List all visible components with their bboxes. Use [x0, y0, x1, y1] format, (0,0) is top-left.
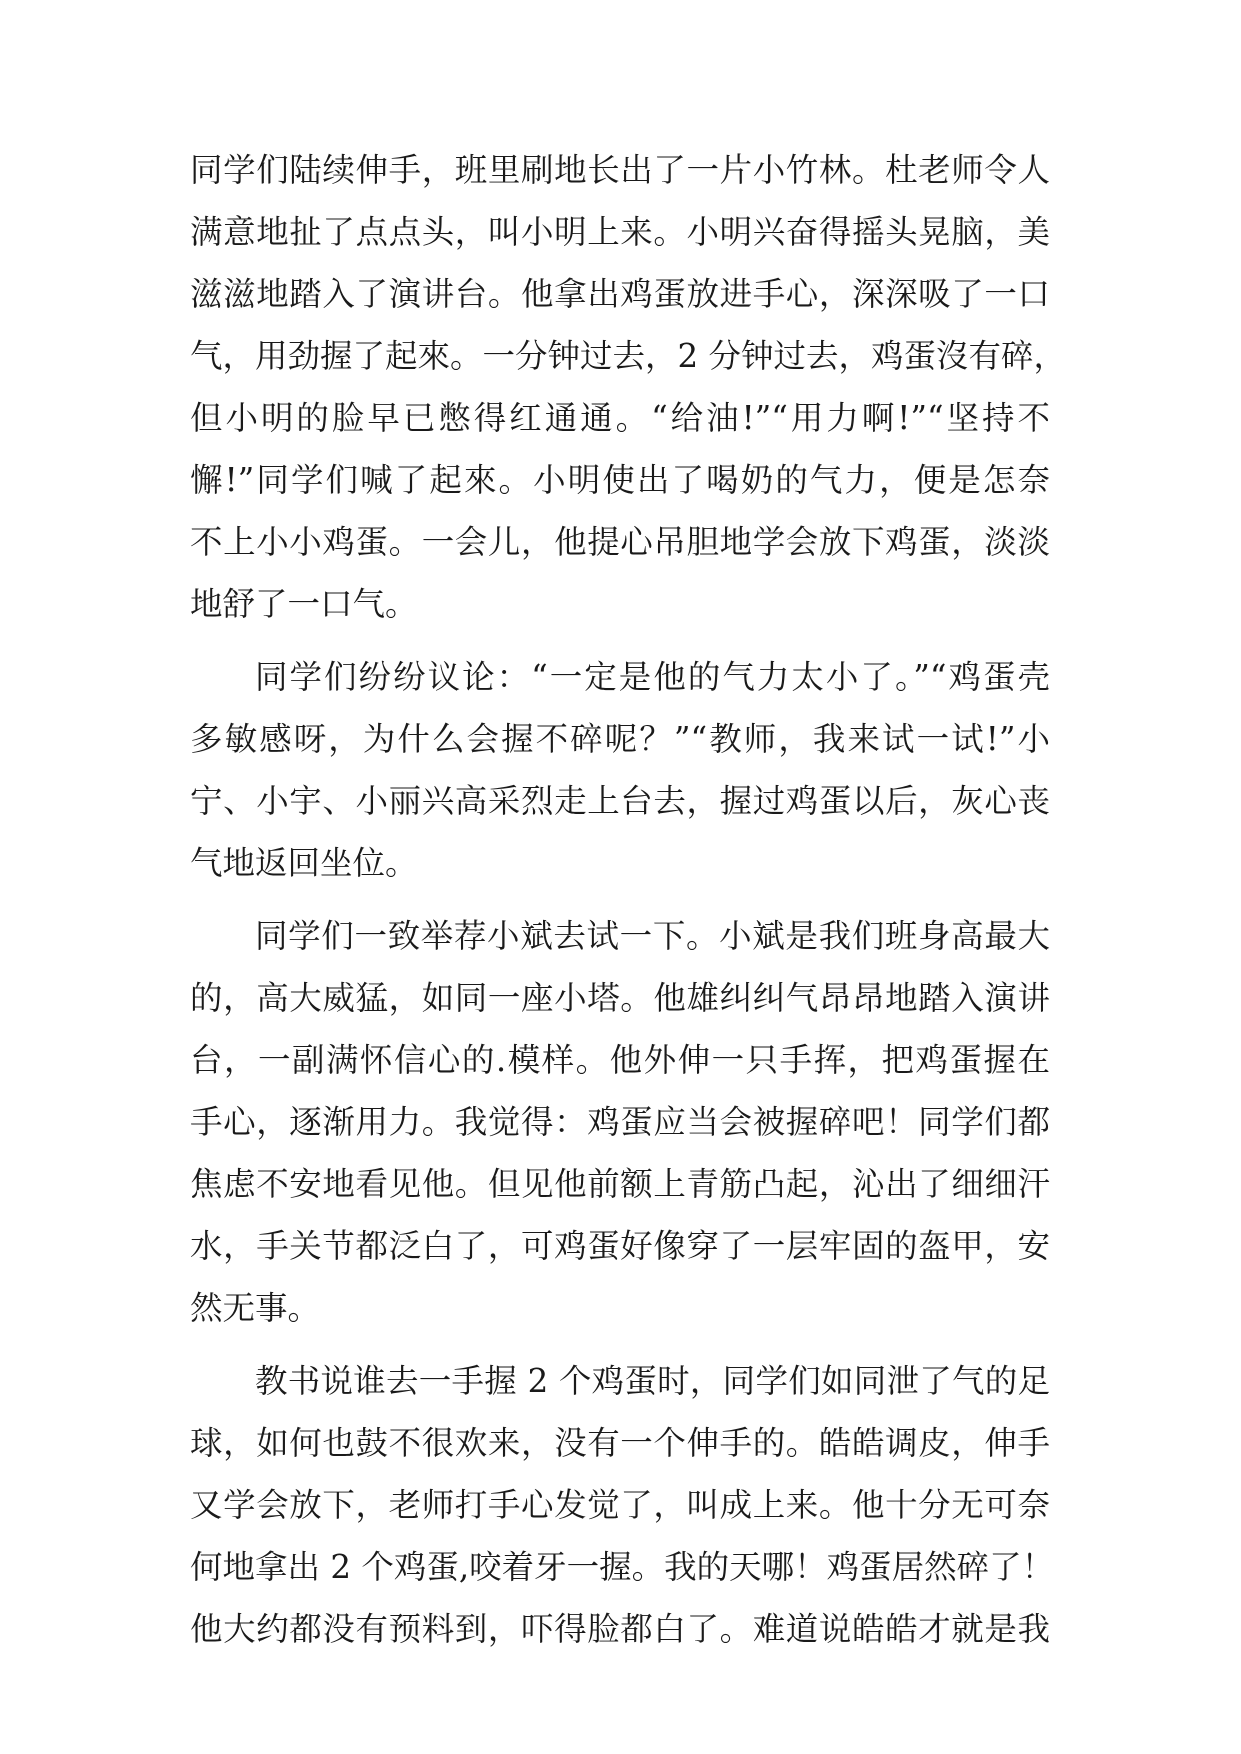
- text-line: 但小明的脸早已憋得红通通。“给油!”“用力啊!”“坚持不: [190, 399, 1050, 437]
- text-line: 何地拿出 2 个鸡蛋,咬着牙一握。我的天哪！鸡蛋居然碎了！: [190, 1548, 1055, 1586]
- text-line: 多敏感呀，为什么会握不碎呢？”“教师，我来试一试!”小: [190, 720, 1050, 758]
- paragraph-first-line: 同学们纷纷议论：“一定是他的气力太小了。”“鸡蛋壳: [255, 658, 1050, 696]
- article-body: [190, 139, 1067, 1660]
- text-line: 他大约都没有预料到，吓得脸都白了。难道说皓皓才就是我: [190, 1610, 1050, 1648]
- paragraph-first-line: 教书说谁去一手握 2 个鸡蛋时，同学们如同泄了气的足: [255, 1362, 1050, 1400]
- text-line: 气，用劲握了起來。一分钟过去，2 分钟过去，鸡蛋沒有碎，: [190, 337, 1067, 375]
- text-line: 台，一副满怀信心的.模样。他外伸一只手挥，把鸡蛋握在: [190, 1041, 1050, 1079]
- text-line: 气地返回坐位。: [190, 844, 418, 882]
- text-line: 水，手关节都泛白了，可鸡蛋好像穿了一层牢固的盔甲，安: [190, 1227, 1050, 1265]
- text-line: 宁、小宇、小丽兴高采烈走上台去，握过鸡蛋以后，灰心丧: [190, 782, 1050, 820]
- text-line: 地舒了一口气。: [190, 585, 418, 623]
- text-line: 球，如何也鼓不很欢来，没有一个伸手的。皓皓调皮，伸手: [190, 1424, 1050, 1462]
- text-line: 滋滋地踏入了演讲台。他拿出鸡蛋放进手心，深深吸了一口: [190, 275, 1050, 313]
- text-line: 手心，逐渐用力。我觉得：鸡蛋应当会被握碎吧！同学们都: [190, 1103, 1050, 1141]
- text-line: 的，高大威猛，如同一座小塔。他雄纠纠气昂昂地踏入演讲: [190, 979, 1050, 1017]
- text-line: 懈!”同学们喊了起來。小明使出了喝奶的气力，便是怎奈: [190, 461, 1050, 499]
- text-line: 焦虑不安地看见他。但见他前额上青筋凸起，沁出了细细汗: [190, 1165, 1050, 1203]
- text-line: 同学们陆续伸手，班里刷地长出了一片小竹林。杜老师令人: [190, 151, 1050, 189]
- text-line: 又学会放下，老师打手心发觉了，叫成上来。他十分无可奈: [190, 1486, 1050, 1524]
- text-line: 不上小小鸡蛋。一会儿，他提心吊胆地学会放下鸡蛋，淡淡: [190, 523, 1050, 561]
- text-line: 满意地扯了点点头，叫小明上来。小明兴奋得摇头晃脑，美: [190, 213, 1050, 251]
- text-line: 然无事。: [190, 1289, 321, 1327]
- paragraph-first-line: 同学们一致举荐小斌去试一下。小斌是我们班身高最大: [255, 917, 1050, 955]
